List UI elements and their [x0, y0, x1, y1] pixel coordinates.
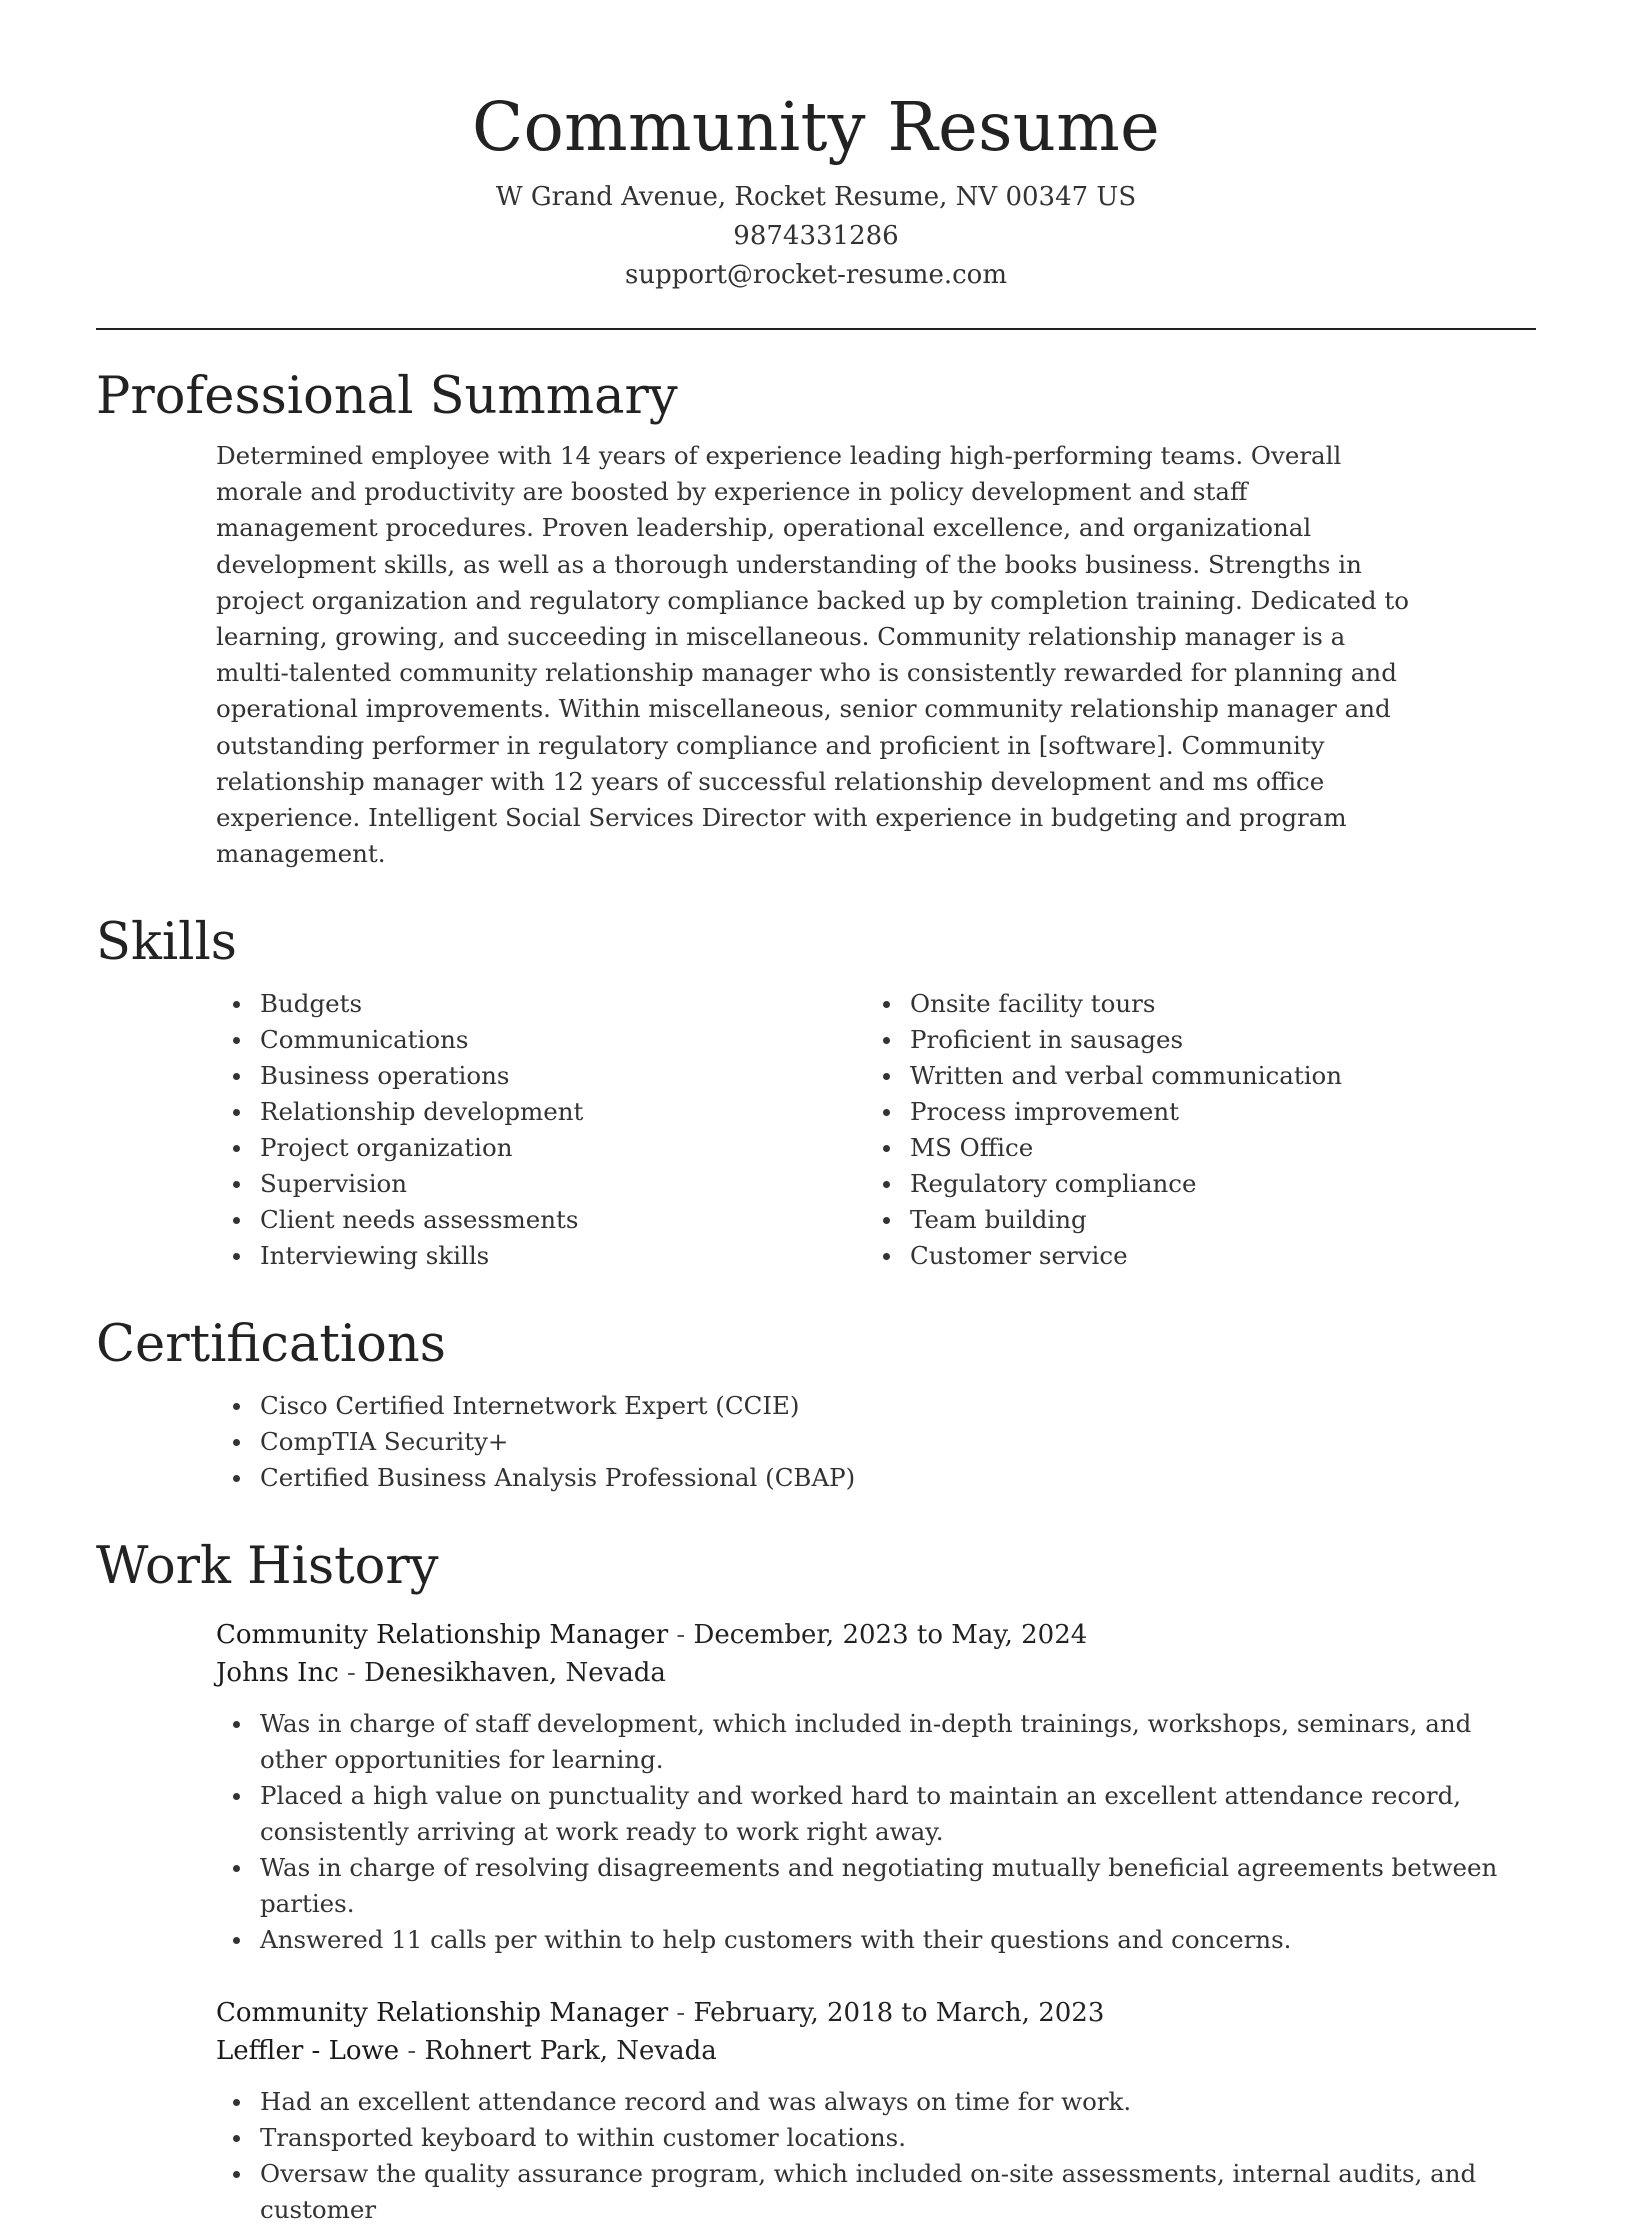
- skills-list-left: [216, 986, 866, 1274]
- job-title: Community Relationship Manager: [216, 1998, 669, 2029]
- skill-item: Onsite facility tours: [866, 986, 1516, 1022]
- resume-header: [96, 0, 1536, 295]
- email: support@rocket-resume.com: [624, 260, 1007, 290]
- certification-item: Certified Business Analysis Professional (CBAP): [216, 1460, 1536, 1496]
- work-history-heading: Work History: [96, 1537, 439, 1597]
- certifications-list: [96, 1388, 1536, 1496]
- job-company: Leffler - Lowe: [216, 2036, 400, 2067]
- skill-item: Proficient in sausages: [866, 1022, 1516, 1058]
- certifications-section: [96, 1314, 1536, 1496]
- skill-item: Supervision: [216, 1166, 866, 1202]
- separator: -: [338, 1658, 365, 1689]
- job-entry: [96, 1616, 1536, 1958]
- skills-section: [96, 912, 1536, 1274]
- header-divider: [96, 328, 1536, 330]
- job-title: Community Relationship Manager: [216, 1620, 669, 1651]
- candidate-name: Community Resume: [471, 88, 1161, 166]
- skills-column-left: [216, 974, 866, 1274]
- job-duty: Transported keyboard to within customer locations.: [216, 2120, 1536, 2156]
- job-location: Denesikhaven, Nevada: [364, 1658, 666, 1689]
- job-duties-list: [216, 2084, 1536, 2228]
- skill-item: Relationship development: [216, 1094, 866, 1130]
- skills-column-right: [866, 974, 1516, 1274]
- job-duty: Placed a high value on punctuality and worked hard to maintain an excellent attendance record, consistently arriving at work ready to work right away.: [216, 1778, 1536, 1850]
- skill-item: Customer service: [866, 1238, 1516, 1274]
- skill-item: Regulatory compliance: [866, 1166, 1516, 1202]
- skill-item: Project organization: [216, 1130, 866, 1166]
- skill-item: Budgets: [216, 986, 866, 1022]
- certification-item: Cisco Certified Internetwork Expert (CCIE): [216, 1388, 1536, 1424]
- job-duty: Had an excellent attendance record and was always on time for work.: [216, 2084, 1536, 2120]
- job-company-line: [216, 2032, 1536, 2070]
- resume-page: [96, 0, 1536, 2225]
- skill-item: Interviewing skills: [216, 1238, 866, 1274]
- phone: 9874331286: [733, 221, 899, 251]
- skill-item: Written and verbal communication: [866, 1058, 1516, 1094]
- skill-item: MS Office: [866, 1130, 1516, 1166]
- certifications-heading: Certifications: [96, 1315, 446, 1375]
- job-dates: December, 2023 to May, 2024: [693, 1620, 1088, 1651]
- job-location: Rohnert Park, Nevada: [424, 2036, 717, 2067]
- skill-item: Process improvement: [866, 1094, 1516, 1130]
- skills-list-right: [866, 986, 1516, 1274]
- job-company: Johns Inc: [216, 1658, 339, 1689]
- job-dates: February, 2018 to March, 2023: [693, 1998, 1105, 2029]
- skill-item: Business operations: [216, 1058, 866, 1094]
- separator: -: [668, 1620, 694, 1651]
- summary-heading: Professional Summary: [96, 367, 678, 426]
- skill-item: Client needs assessments: [216, 1202, 866, 1238]
- work-history-section: [96, 1536, 1536, 2228]
- job-duty: Was in charge of staff development, which included in-depth trainings, workshops, seminars, and other opportunities for learning.: [216, 1706, 1536, 1778]
- job-duty: Answered 11 calls per within to help customers with their questions and concerns.: [216, 1922, 1536, 1958]
- summary-text: Determined employee with 14 years of experience leading high-performing teams. Overall morale and productivity are boosted by experience in policy development and staff management procedures. Proven leadership, operational excellence, and organizational development skills, as well as a thorough understanding of the books business. Strengths in project organization and regulatory compliance backed up by completion training. Dedicated to learning, growing, and succeeding in miscellaneous. Community relationship manager is a multi-talented community relationship manager who is consistently rewarded for planning and operational improvements. Within miscellaneous, senior community relationship manager and outstanding performer in regulatory compliance and proficient in [software]. Community relationship manager with 12 years of successful relationship development and ms office experience. Intelligent Social Services Director with experience in budgeting and program management.: [216, 441, 1409, 869]
- skill-item: Team building: [866, 1202, 1516, 1238]
- summary-section: [96, 366, 1536, 872]
- skill-item: Communications: [216, 1022, 866, 1058]
- job-entry: [96, 1994, 1536, 2228]
- skills-columns: [96, 974, 1536, 1274]
- job-duties-list: [216, 1706, 1536, 1958]
- separator: -: [668, 1998, 694, 2029]
- job-duty: Was in charge of resolving disagreements and negotiating mutually beneficial agreements between parties.: [216, 1850, 1536, 1922]
- job-company-line: [216, 1654, 1536, 1692]
- certification-item: CompTIA Security+: [216, 1424, 1536, 1460]
- address: W Grand Avenue, Rocket Resume, NV 00347 US: [495, 182, 1137, 212]
- job-title-line: [216, 1994, 1536, 2032]
- skills-heading: Skills: [96, 913, 237, 973]
- job-title-line: [216, 1616, 1536, 1654]
- job-duty: Oversaw the quality assurance program, which included on-site assessments, internal audits, and customer: [216, 2156, 1536, 2228]
- separator: -: [399, 2036, 425, 2067]
- contact-info: [96, 178, 1536, 295]
